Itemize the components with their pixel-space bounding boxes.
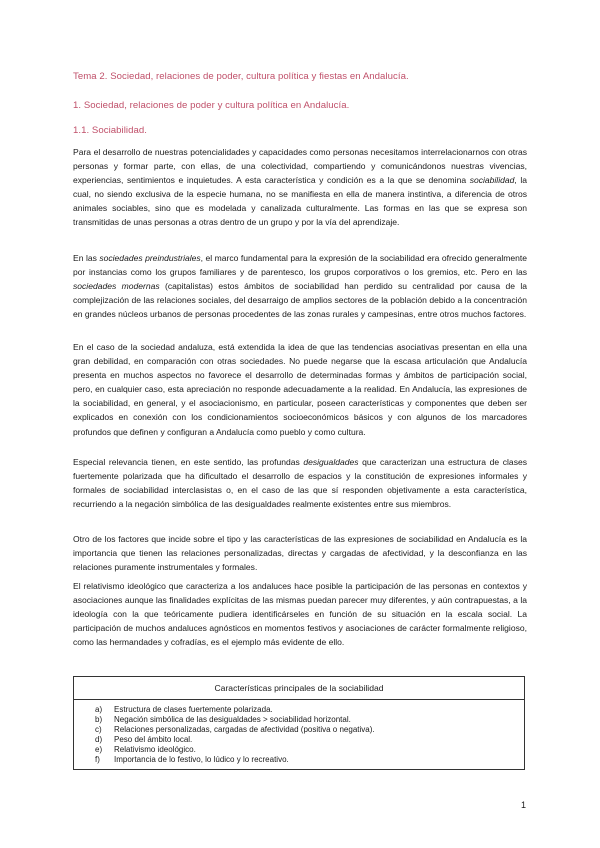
paragraph-inequalities: [73, 455, 527, 511]
list-item-text: Relativismo ideológico.: [114, 744, 196, 754]
list-item-letter: a): [95, 705, 103, 714]
paragraph-text: En las: [73, 253, 100, 263]
paragraph-text: que caracterizan una estructura de clases fuertemente polarizada que ha dificultado el desarrollo de espacios y la constitución de expresiones informales y formales de sociabilidad interclasistas o, en el caso de las que sí responden objetivamente a esta característica, recurriendo a la negación simbólica de las desigualdades realmente existentes entre sus miembros.: [73, 457, 527, 510]
list-item-text: Importancia de lo festivo, lo lúdico y lo recreativo.: [114, 754, 289, 764]
page-number: 1: [520, 800, 526, 810]
list-item: [95, 705, 375, 715]
emphasis-sociedades-modernas: sociedades modernas: [73, 281, 160, 292]
paragraph-preindustrial-societies: [73, 251, 527, 321]
list-item: [95, 725, 375, 735]
emphasis-sociabilidad: sociabilidad: [469, 175, 515, 186]
summary-box: [73, 676, 525, 770]
list-item-text: Negación simbólica de las desigualdades > sociabilidad horizontal.: [114, 714, 351, 724]
paragraph-andalusian-society: En el caso de la sociedad andaluza, está extendida la idea de que las tendencias asociativas presentan en ella una gran debilidad, en comparación con otras sociedades. No puede negarse que la escasa articulación que Andalucía presenta en muchos aspectos no favorece el desarrollo de determinadas formas y ámbitos de participación social, pero, en cualquier caso, esta apreciación no responde adecuadamente a la realidad. En Andalucía, las expresiones de la sociabilidad, en general, y el asociacionismo, en particular, poseen características y componentes que deben ser explicados en conexión con los condicionamientos socioeconómicos básicos y con algunos de los marcadores profundos que definen y configuran a Andalucía como pueblo y como cultura.: [73, 342, 527, 437]
paragraph-text: Para el desarrollo de nuestras potencialidades y capacidades como personas necesitamos interrelacionarnos con otras personas y formar parte, con ellas, de una colectividad, compartiendo y comunicándonos nuestras vivencias, experiencias, sentimientos e inquietudes. A esta característica y condición es a la que se denomina: [73, 147, 527, 186]
list-item-letter: b): [95, 714, 103, 724]
list-item: [95, 715, 375, 725]
emphasis-sociedades-preindustriales: sociedades preindustriales: [99, 253, 201, 263]
summary-list: [95, 705, 375, 764]
paragraph-text: , el marco fundamental para la expresión de la sociabilidad era ofrecido generalmente por instancias como los grupos familiares y de parentesco, los grupos corporativos o los gremios, etc. Pero en las: [73, 253, 527, 278]
list-item-letter: c): [95, 724, 102, 734]
paragraph-sociability-definition: [73, 145, 527, 230]
section-title: 1. Sociedad, relaciones de poder y cultura política en Andalucía.: [73, 100, 350, 111]
list-item: [95, 755, 375, 765]
list-item-letter: d): [95, 734, 103, 744]
list-item-text: Peso del ámbito local.: [114, 734, 193, 744]
paragraph-text: (capitalistas) estos ámbitos de sociabilidad han perdido su centralidad por causa de la complejización de las relaciones sociales, del desarraigo de amplios sectores de la población debido a la concentración en grandes núcleos urbanos de personas procedentes de las zonas rurales y campesinas, entre otros muchos factores.: [73, 281, 528, 320]
emphasis-desigualdades: desigualdades: [303, 457, 359, 467]
list-item-text: Relaciones personalizadas, cargadas de afectividad (positiva o negativa).: [114, 724, 375, 734]
list-item-letter: f): [95, 754, 100, 764]
topic-title: Tema 2. Sociedad, relaciones de poder, cultura política y fiestas en Andalucía.: [73, 71, 409, 82]
paragraph-ideological-relativism: El relativismo ideológico que caracteriza a los andaluces hace posible la participación de las personas en contextos y asociaciones aunque las finalidades explícitas de las mismas puedan parecer muy diferentes, y aún contrapuestas, a la ideología con la que teóricamente pudiera identificárseles en función de su situación en la escala social. La participación de muchos andaluces agnósticos en momentos festivos y asociaciones de carácter formalmente religioso, como las hermandades y cofradías, es el ejemplo más evidente de ello.: [73, 581, 527, 648]
paragraph-text: , la cual, no siendo exclusiva de la especie humana, no se manifiesta en ella de manera instintiva, a diferencia de otros animales sociables, sino que es modelada y canalizada culturalmente. Las formas en las que se expresa son transmitidas de unas personas a otras dentro de un grupo y por la vía del aprendizaje.: [73, 175, 527, 228]
summary-box-title: Características principales de la sociabilidad: [74, 677, 524, 700]
list-item-letter: e): [95, 744, 103, 754]
paragraph-text: Especial relevancia tienen, en este sentido, las profundas: [73, 457, 304, 467]
subsection-title: 1.1. Sociabilidad.: [73, 125, 147, 136]
paragraph-personal-relations: Otro de los factores que incide sobre el tipo y las características de las expresiones de sociabilidad en Andalucía es la importancia que tienen las relaciones personalizadas, directas y cargadas de afectividad, y la desconfianza en las relaciones puramente instrumentales y formales.: [73, 534, 527, 573]
list-item: [95, 735, 375, 745]
list-item-text: Estructura de clases fuertemente polarizada.: [114, 705, 273, 714]
list-item: [95, 745, 375, 755]
